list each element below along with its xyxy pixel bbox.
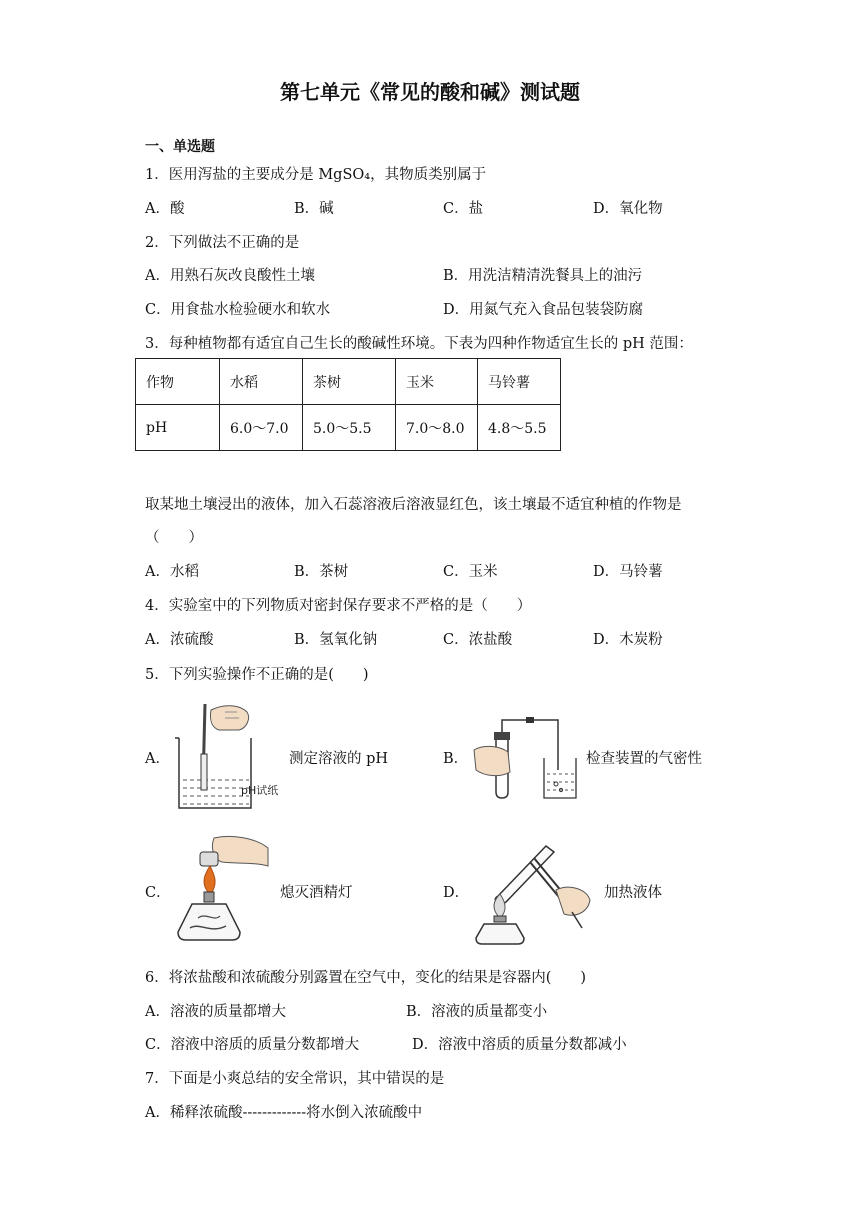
q3-option-a: A．水稻 xyxy=(145,564,199,580)
table-cell: 6.0～7.0 xyxy=(220,405,303,451)
page-title: 第七单元《常见的酸和碱》测试题 xyxy=(280,80,580,104)
ph-paper-label: pH试纸 xyxy=(241,784,279,797)
q2-option-b: B．用洗洁精清洗餐具上的油污 xyxy=(443,268,643,284)
q1-option-b: B．碱 xyxy=(294,201,334,217)
q1-option-c: C．盐 xyxy=(443,201,484,217)
q5-option-d-label: D． xyxy=(443,885,470,901)
q4-option-d: D．木炭粉 xyxy=(593,632,663,648)
q5-stem: 5．下列实验操作不正确的是( ) xyxy=(145,667,369,683)
q5-option-b-label: B． xyxy=(443,751,469,767)
q3-stem-continued: 取某地土壤浸出的液体，加入石蕊溶液后溶液显红色，该土壤最不适宜种植的作物是 xyxy=(145,497,682,513)
ph-test-illustration xyxy=(165,698,295,814)
q3-option-c: C．玉米 xyxy=(443,564,498,580)
q1-option-a: A．酸 xyxy=(145,201,185,217)
q5-option-c-label: C． xyxy=(145,885,171,901)
table-cell: 5.0～5.5 xyxy=(303,405,396,451)
ph-table xyxy=(135,358,561,451)
q7-stem: 7．下面是小爽总结的安全常识，其中错误的是 xyxy=(145,1071,445,1087)
q3-answer-bracket: （ ） xyxy=(145,530,203,546)
q3-stem: 3．每种植物都有适宜自己生长的酸碱性环境。下表为四种作物适宜生长的 pH 范围： xyxy=(145,336,693,352)
airtightness-check-illustration xyxy=(460,712,586,802)
q5-option-d-caption: 加热液体 xyxy=(604,885,662,901)
table-cell: 玉米 xyxy=(396,359,478,405)
q2-option-d: D．用氮气充入食品包装袋防腐 xyxy=(443,302,644,318)
table-cell: 7.0～8.0 xyxy=(396,405,478,451)
q4-option-c: C．浓盐酸 xyxy=(443,632,513,648)
q1-option-d: D．氧化物 xyxy=(593,201,663,217)
q4-option-b: B．氢氧化钠 xyxy=(294,632,378,648)
heating-liquid-illustration xyxy=(468,838,594,946)
q6-option-a: A．溶液的质量都增大 xyxy=(145,1004,286,1020)
q5-option-a-caption: 测定溶液的 pH xyxy=(289,751,389,767)
q6-stem: 6．将浓盐酸和浓硫酸分别露置在空气中，变化的结果是容器内( ) xyxy=(145,970,587,986)
q2-stem: 2．下列做法不正确的是 xyxy=(145,235,300,251)
q6-option-d: D．溶液中溶质的质量分数都减小 xyxy=(412,1037,627,1053)
q5-option-c-caption: 熄灭酒精灯 xyxy=(280,885,353,901)
q2-option-a: A．用熟石灰改良酸性土壤 xyxy=(145,268,315,284)
q2-option-c: C．用食盐水检验硬水和软水 xyxy=(145,302,331,318)
q3-option-d: D．马铃薯 xyxy=(593,564,663,580)
q7-option-a: A．稀释浓硫酸-------------将水倒入浓硫酸中 xyxy=(145,1105,423,1121)
table-header-row xyxy=(136,359,561,405)
q4-option-a: A．浓硫酸 xyxy=(145,632,214,648)
section-heading: 一、单选题 xyxy=(145,139,215,155)
q6-option-c: C．溶液中溶质的质量分数都增大 xyxy=(145,1037,360,1053)
table-cell: 4.8～5.5 xyxy=(478,405,561,451)
alcohol-lamp-illustration xyxy=(170,832,274,946)
q5-option-b-caption: 检查装置的气密性 xyxy=(586,751,702,767)
q6-option-b: B．溶液的质量都变小 xyxy=(406,1004,548,1020)
q4-stem: 4．实验室中的下列物质对密封保存要求不严格的是（ ） xyxy=(145,598,532,614)
q1-stem: 1．医用泻盐的主要成分是 MgSO₄，其物质类别属于 xyxy=(145,167,487,183)
table-cell: 茶树 xyxy=(303,359,396,405)
q3-option-b: B．茶树 xyxy=(294,564,349,580)
table-cell: 作物 xyxy=(136,359,220,405)
table-cell: 马铃薯 xyxy=(478,359,561,405)
table-cell: 水稻 xyxy=(220,359,303,405)
table-cell: pH xyxy=(136,405,220,451)
table-row xyxy=(136,405,561,451)
q5-option-a-label: A． xyxy=(145,751,170,767)
